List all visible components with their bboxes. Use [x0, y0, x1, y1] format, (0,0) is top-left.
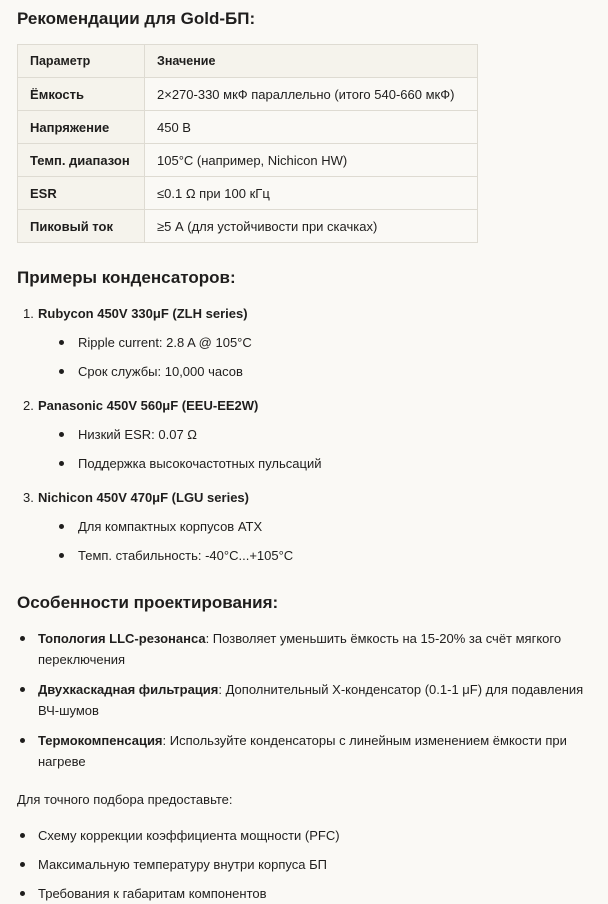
param-name: Темп. диапазон	[18, 144, 145, 177]
sub-list	[38, 328, 598, 386]
param-value: 2×270-330 мкФ параллельно (итого 540-660 мкФ)	[145, 78, 478, 111]
examples-list	[17, 304, 598, 570]
list-item: Схему коррекции коэффициента мощности (PFC)	[17, 825, 577, 854]
list-item: Максимальную температуру внутри корпуса БП	[17, 854, 577, 883]
list-item	[17, 679, 597, 721]
list-item: Ripple current: 2.8 A @ 105°C	[57, 328, 598, 357]
list-item: 1. Rubycon 450V 330μF (ZLH series) Ripple current: 2.8 A @ 105°C Срок службы: 10,000 часов	[38, 304, 598, 386]
feature-text: : Позволяет уменьшить ёмкость на 15-20% за счёт мягкого переключения	[38, 631, 562, 667]
list-item: Для компактных корпусов ATX	[57, 512, 598, 541]
bullet-icon	[20, 636, 25, 641]
design-list	[17, 628, 597, 781]
recommendations-heading: Рекомендации для Gold-БП:	[17, 9, 256, 28]
bullet-icon	[20, 891, 25, 896]
bullet-icon	[59, 524, 64, 529]
column-header-parameter: Параметр	[18, 45, 145, 78]
table-row	[18, 177, 478, 210]
table-header-row	[18, 45, 478, 78]
bullet-icon	[59, 369, 64, 374]
provide-list	[17, 825, 577, 904]
capacitor-model: Nichicon 450V 470μF (LGU series)	[38, 490, 249, 505]
design-heading: Особенности проектирования:	[17, 593, 279, 612]
bullet-icon	[59, 340, 64, 345]
table-row	[18, 210, 478, 243]
param-name: Пиковый ток	[18, 210, 145, 243]
param-value: 105°C (например, Nichicon HW)	[145, 144, 478, 177]
list-item: Поддержка высокочастотных пульсаций	[57, 449, 598, 478]
sub-list	[38, 420, 598, 478]
table-row	[18, 78, 478, 111]
capacitor-model: Rubycon 450V 330μF (ZLH series)	[38, 306, 248, 321]
bullet-icon	[20, 738, 25, 743]
param-name: ESR	[18, 177, 145, 210]
param-value: 450 В	[145, 111, 478, 144]
feature-title: Двухкаскадная фильтрация	[38, 682, 219, 697]
list-item	[17, 628, 597, 670]
bullet-icon	[59, 461, 64, 466]
bullet-icon	[59, 553, 64, 558]
feature-title: Топология LLC-резонанса	[38, 631, 206, 646]
sub-list	[38, 512, 598, 570]
bullet-icon	[20, 833, 25, 838]
list-item: Требования к габаритам компонентов	[17, 883, 577, 904]
list-item: Темп. стабильность: -40°C...+105°C	[57, 541, 598, 570]
column-header-value: Значение	[145, 45, 478, 78]
list-item	[17, 730, 597, 772]
capacitor-model: Panasonic 450V 560μF (EEU-EE2W)	[38, 398, 259, 413]
list-item: 3. Nichicon 450V 470μF (LGU series) Для компактных корпусов ATX Темп. стабильность: -40°C...+105°C	[38, 488, 598, 570]
feature-text: : Дополнительный X-конденсатор (0.1-1 μF) для подавления ВЧ-шумов	[38, 682, 584, 718]
list-item: 2. Panasonic 450V 560μF (EEU-EE2W) Низкий ESR: 0.07 Ω Поддержка высокочастотных пульсаций	[38, 396, 598, 478]
parameters-table	[17, 44, 478, 243]
provide-intro: Для точного подбора предоставьте:	[17, 792, 233, 807]
bullet-icon	[59, 432, 64, 437]
param-value: ≥5 А (для устойчивости при скачках)	[145, 210, 478, 243]
param-name: Напряжение	[18, 111, 145, 144]
param-name: Ёмкость	[18, 78, 145, 111]
table-row	[18, 111, 478, 144]
table-row	[18, 144, 478, 177]
list-item: Срок службы: 10,000 часов	[57, 357, 598, 386]
list-item: Низкий ESR: 0.07 Ω	[57, 420, 598, 449]
examples-heading: Примеры конденсаторов:	[17, 268, 236, 287]
feature-title: Термокомпенсация	[38, 733, 163, 748]
feature-text: : Используйте конденсаторы с линейным изменением ёмкости при нагреве	[38, 733, 567, 769]
bullet-icon	[20, 687, 25, 692]
param-value: ≤0.1 Ω при 100 кГц	[145, 177, 478, 210]
bullet-icon	[20, 862, 25, 867]
